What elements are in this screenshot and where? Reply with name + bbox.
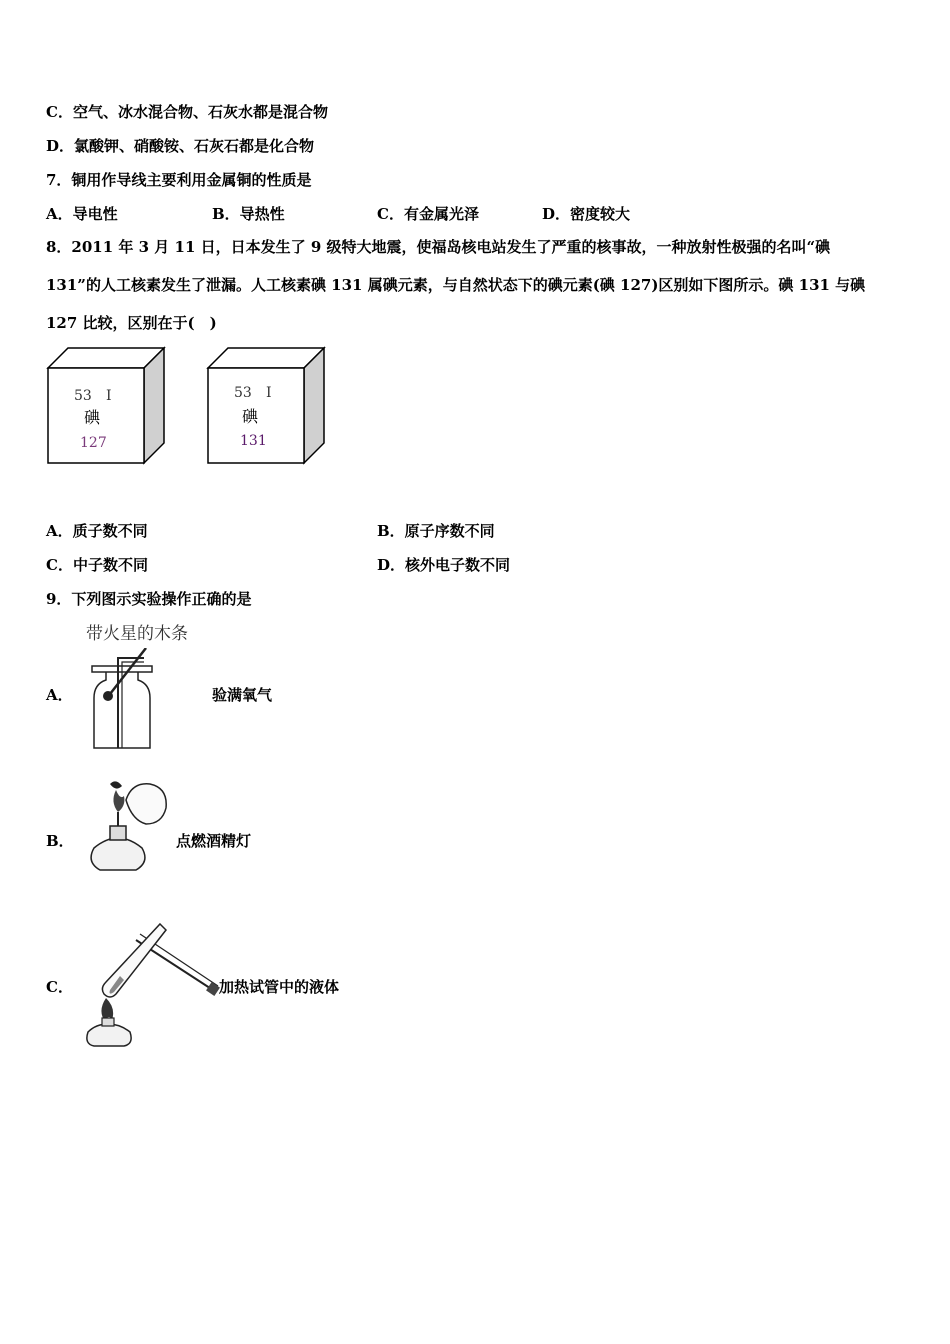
q9-option-a-label: A． xyxy=(46,686,73,704)
cube1-atomic-number: 53 xyxy=(74,388,92,404)
cube1-mass-number: 127 xyxy=(80,435,107,451)
q8-option-c: C．中子数不同 xyxy=(46,556,148,574)
q8-option-a: A．质子数不同 xyxy=(46,522,148,540)
cube1-element-name: 碘 xyxy=(84,408,101,427)
iodine-127-cube xyxy=(46,345,168,467)
q7-option-a: A．导电性 xyxy=(46,205,118,223)
q9-option-c-label: C． xyxy=(46,978,73,996)
test-tube-heating-figure xyxy=(80,920,220,1048)
cube2-atomic-number: 53 xyxy=(234,385,252,401)
q9-option-c-text: 加热试管中的液体 xyxy=(219,978,340,996)
q7-option-b: B．导热性 xyxy=(212,205,285,223)
q7-option-c: C．有金属光泽 xyxy=(377,205,479,223)
q8-option-b: B．原子序数不同 xyxy=(377,522,495,540)
q6-option-c: C．空气、冰水混合物、石灰水都是混合物 xyxy=(46,103,328,121)
q9-option-b-label: B． xyxy=(46,832,74,850)
q8-stem-line2: 131”的人工核素发生了泄漏。人工核素碘 131 属碘元素，与自然状态下的碘元素(碘 127)区别如下图所示。碘 131 与碘 xyxy=(46,276,866,294)
q7-stem: 7．铜用作导线主要利用金属铜的性质是 xyxy=(46,171,312,189)
gas-bottle-splint-figure xyxy=(84,648,164,752)
q9-option-a-text: 验满氧气 xyxy=(212,686,273,704)
cube1-symbol: I xyxy=(106,388,112,404)
q8-stem-line1: 8．2011 年 3 月 11 日，日本发生了 9 级特大地震，使福岛核电站发生了严重的核事故，一种放射性极强的名叫“碘 xyxy=(46,238,831,256)
q9-a-figure-caption: 带火星的木条 xyxy=(86,624,188,644)
q6-option-d: D．氯酸钾、硝酸铵、石灰石都是化合物 xyxy=(46,137,315,155)
q7-option-d: D．密度较大 xyxy=(542,205,631,223)
q9-stem: 9．下列图示实验操作正确的是 xyxy=(46,590,252,608)
q8-stem-line3: 127 比较，区别在于( ) xyxy=(46,314,217,332)
cube2-element-name: 碘 xyxy=(242,407,259,426)
q9-option-b-text: 点燃酒精灯 xyxy=(176,832,252,850)
alcohol-lamp-lighting-figure xyxy=(80,778,172,876)
iodine-131-cube xyxy=(206,345,328,467)
cube2-mass-number: 131 xyxy=(240,433,267,449)
cube2-symbol: I xyxy=(266,385,272,401)
q8-option-d: D．核外电子数不同 xyxy=(377,556,511,574)
